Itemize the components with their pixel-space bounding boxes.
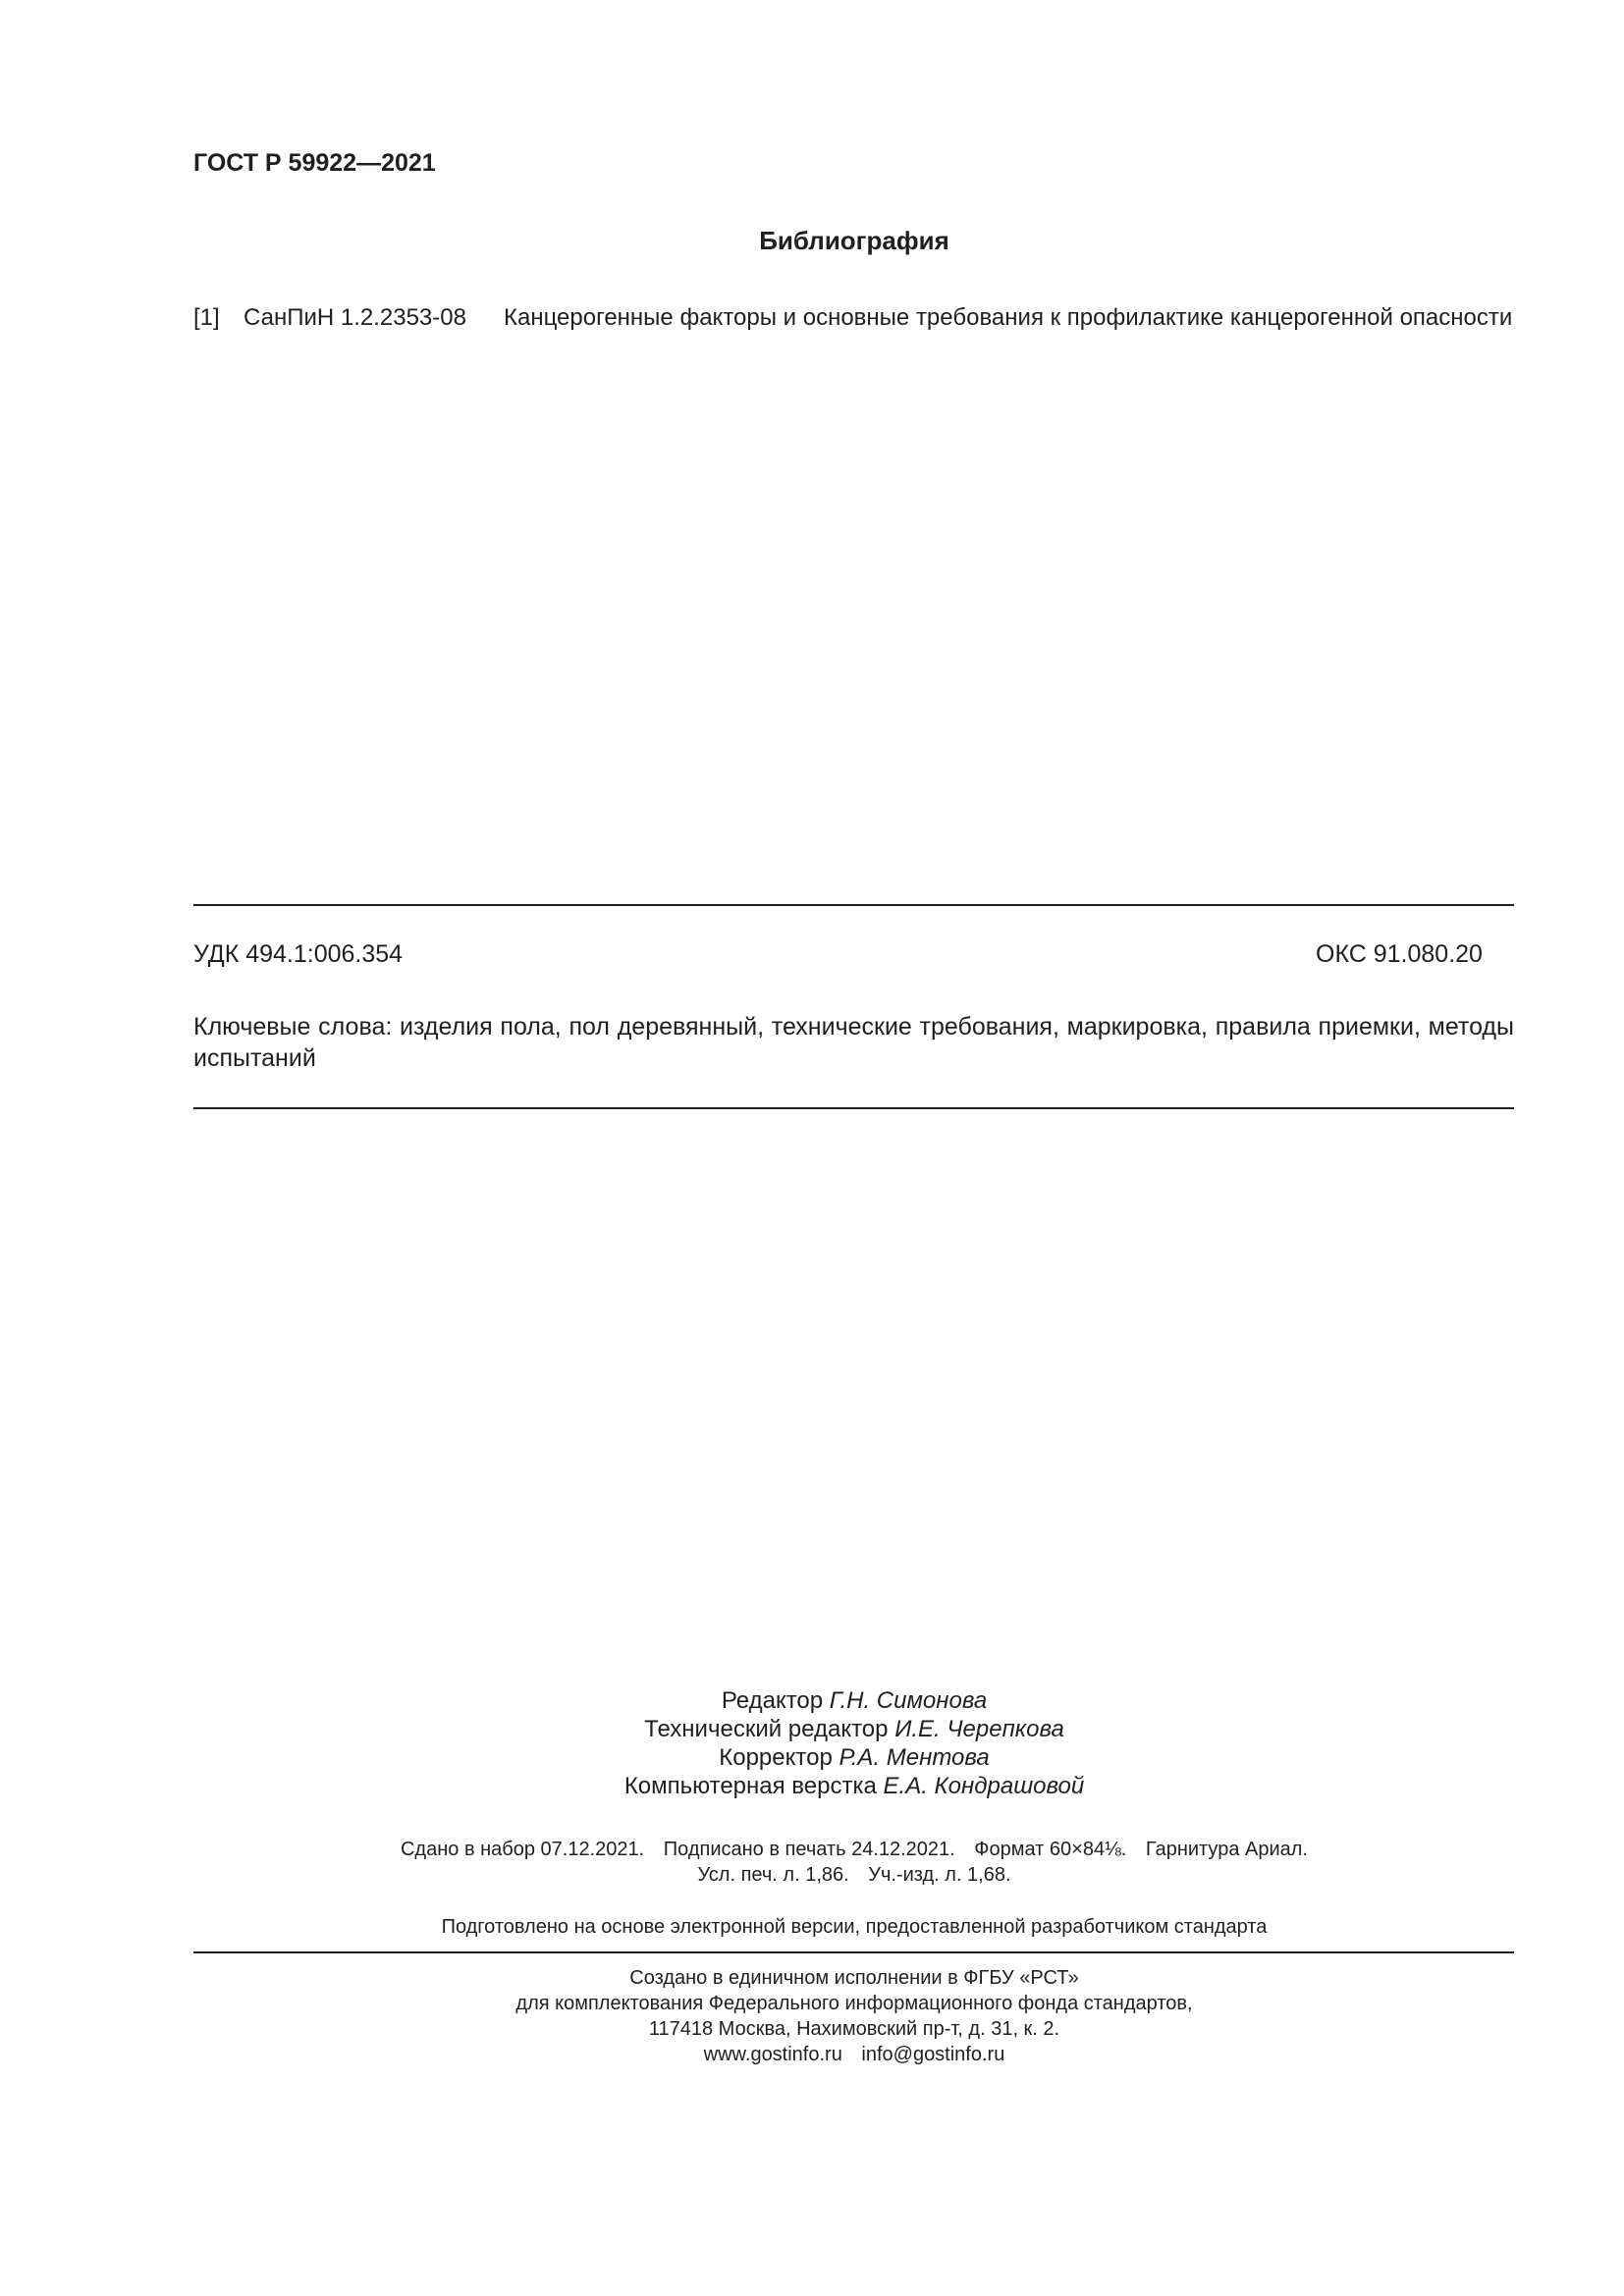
footer-contacts bbox=[0, 2042, 1624, 2067]
print-info-line-1 bbox=[0, 1837, 1624, 1862]
bibliography-item-number: [1] bbox=[193, 304, 220, 331]
credit-proofreader bbox=[0, 1743, 1624, 1772]
credits-block bbox=[0, 1686, 1624, 1800]
divider bbox=[193, 1951, 1514, 1953]
udk-code: УДК 494.1:006.354 bbox=[193, 940, 404, 968]
bibliography-item-code: СанПиН 1.2.2353-08 bbox=[244, 304, 466, 331]
credit-name: Е.А. Кондрашовой bbox=[883, 1773, 1085, 1799]
credit-technical-editor bbox=[0, 1715, 1624, 1743]
keywords: Ключевые слова: изделия пола, пол деревянный, технические требования, маркировка, правила приемки, методы испытаний bbox=[193, 1013, 1514, 1072]
print-publishing-sheets: Уч.-изд. л. 1,68. bbox=[868, 1864, 1011, 1886]
print-format: Формат 60×84⅛. bbox=[974, 1839, 1127, 1860]
credit-name: И.Е. Черепкова bbox=[894, 1716, 1064, 1742]
print-typeface: Гарнитура Ариал. bbox=[1145, 1839, 1308, 1860]
credit-editor bbox=[0, 1686, 1624, 1715]
credit-role: Редактор bbox=[721, 1687, 824, 1714]
email-link[interactable]: info@gostinfo.ru bbox=[861, 2044, 1005, 2065]
bibliography-title: Библиография bbox=[759, 226, 949, 255]
print-info-line-2 bbox=[0, 1862, 1624, 1888]
bibliography-item-text: Канцерогенные факторы и основные требования к профилактике канцерогенной опасности bbox=[504, 304, 1513, 331]
credit-role: Технический редактор bbox=[644, 1716, 889, 1742]
print-printed-sheets: Усл. печ. л. 1,86. bbox=[697, 1864, 849, 1886]
footer-line-1: Создано в единичном исполнении в ФГБУ «РСТ» bbox=[629, 1967, 1079, 1989]
publisher-footer bbox=[0, 1965, 1624, 2067]
divider bbox=[193, 1107, 1514, 1109]
credit-role: Компьютерная верстка bbox=[623, 1773, 877, 1799]
divider bbox=[193, 904, 1514, 906]
credit-role: Корректор bbox=[719, 1744, 833, 1771]
print-signed: Подписано в печать 24.12.2021. bbox=[663, 1839, 955, 1860]
prepared-note: Подготовлено на основе электронной версии, предоставленной разработчиком стандарта bbox=[441, 1916, 1268, 1938]
credit-name: Р.А. Ментова bbox=[839, 1744, 990, 1771]
oks-code: ОКС 91.080.20 bbox=[1316, 940, 1483, 968]
credit-name: Г.Н. Симонова bbox=[829, 1687, 988, 1714]
footer-line-2: для комплектования Федерального информационного фонда стандартов, bbox=[515, 1993, 1193, 2014]
website-link[interactable]: www.gostinfo.ru bbox=[703, 2044, 842, 2065]
document-code: ГОСТ Р 59922—2021 bbox=[193, 149, 436, 177]
print-info bbox=[0, 1837, 1624, 1888]
credit-layout bbox=[0, 1772, 1624, 1800]
footer-line-3: 117418 Москва, Нахимовский пр-т, д. 31, к. 2. bbox=[648, 2018, 1060, 2040]
print-submitted: Сдано в набор 07.12.2021. bbox=[400, 1839, 645, 1860]
